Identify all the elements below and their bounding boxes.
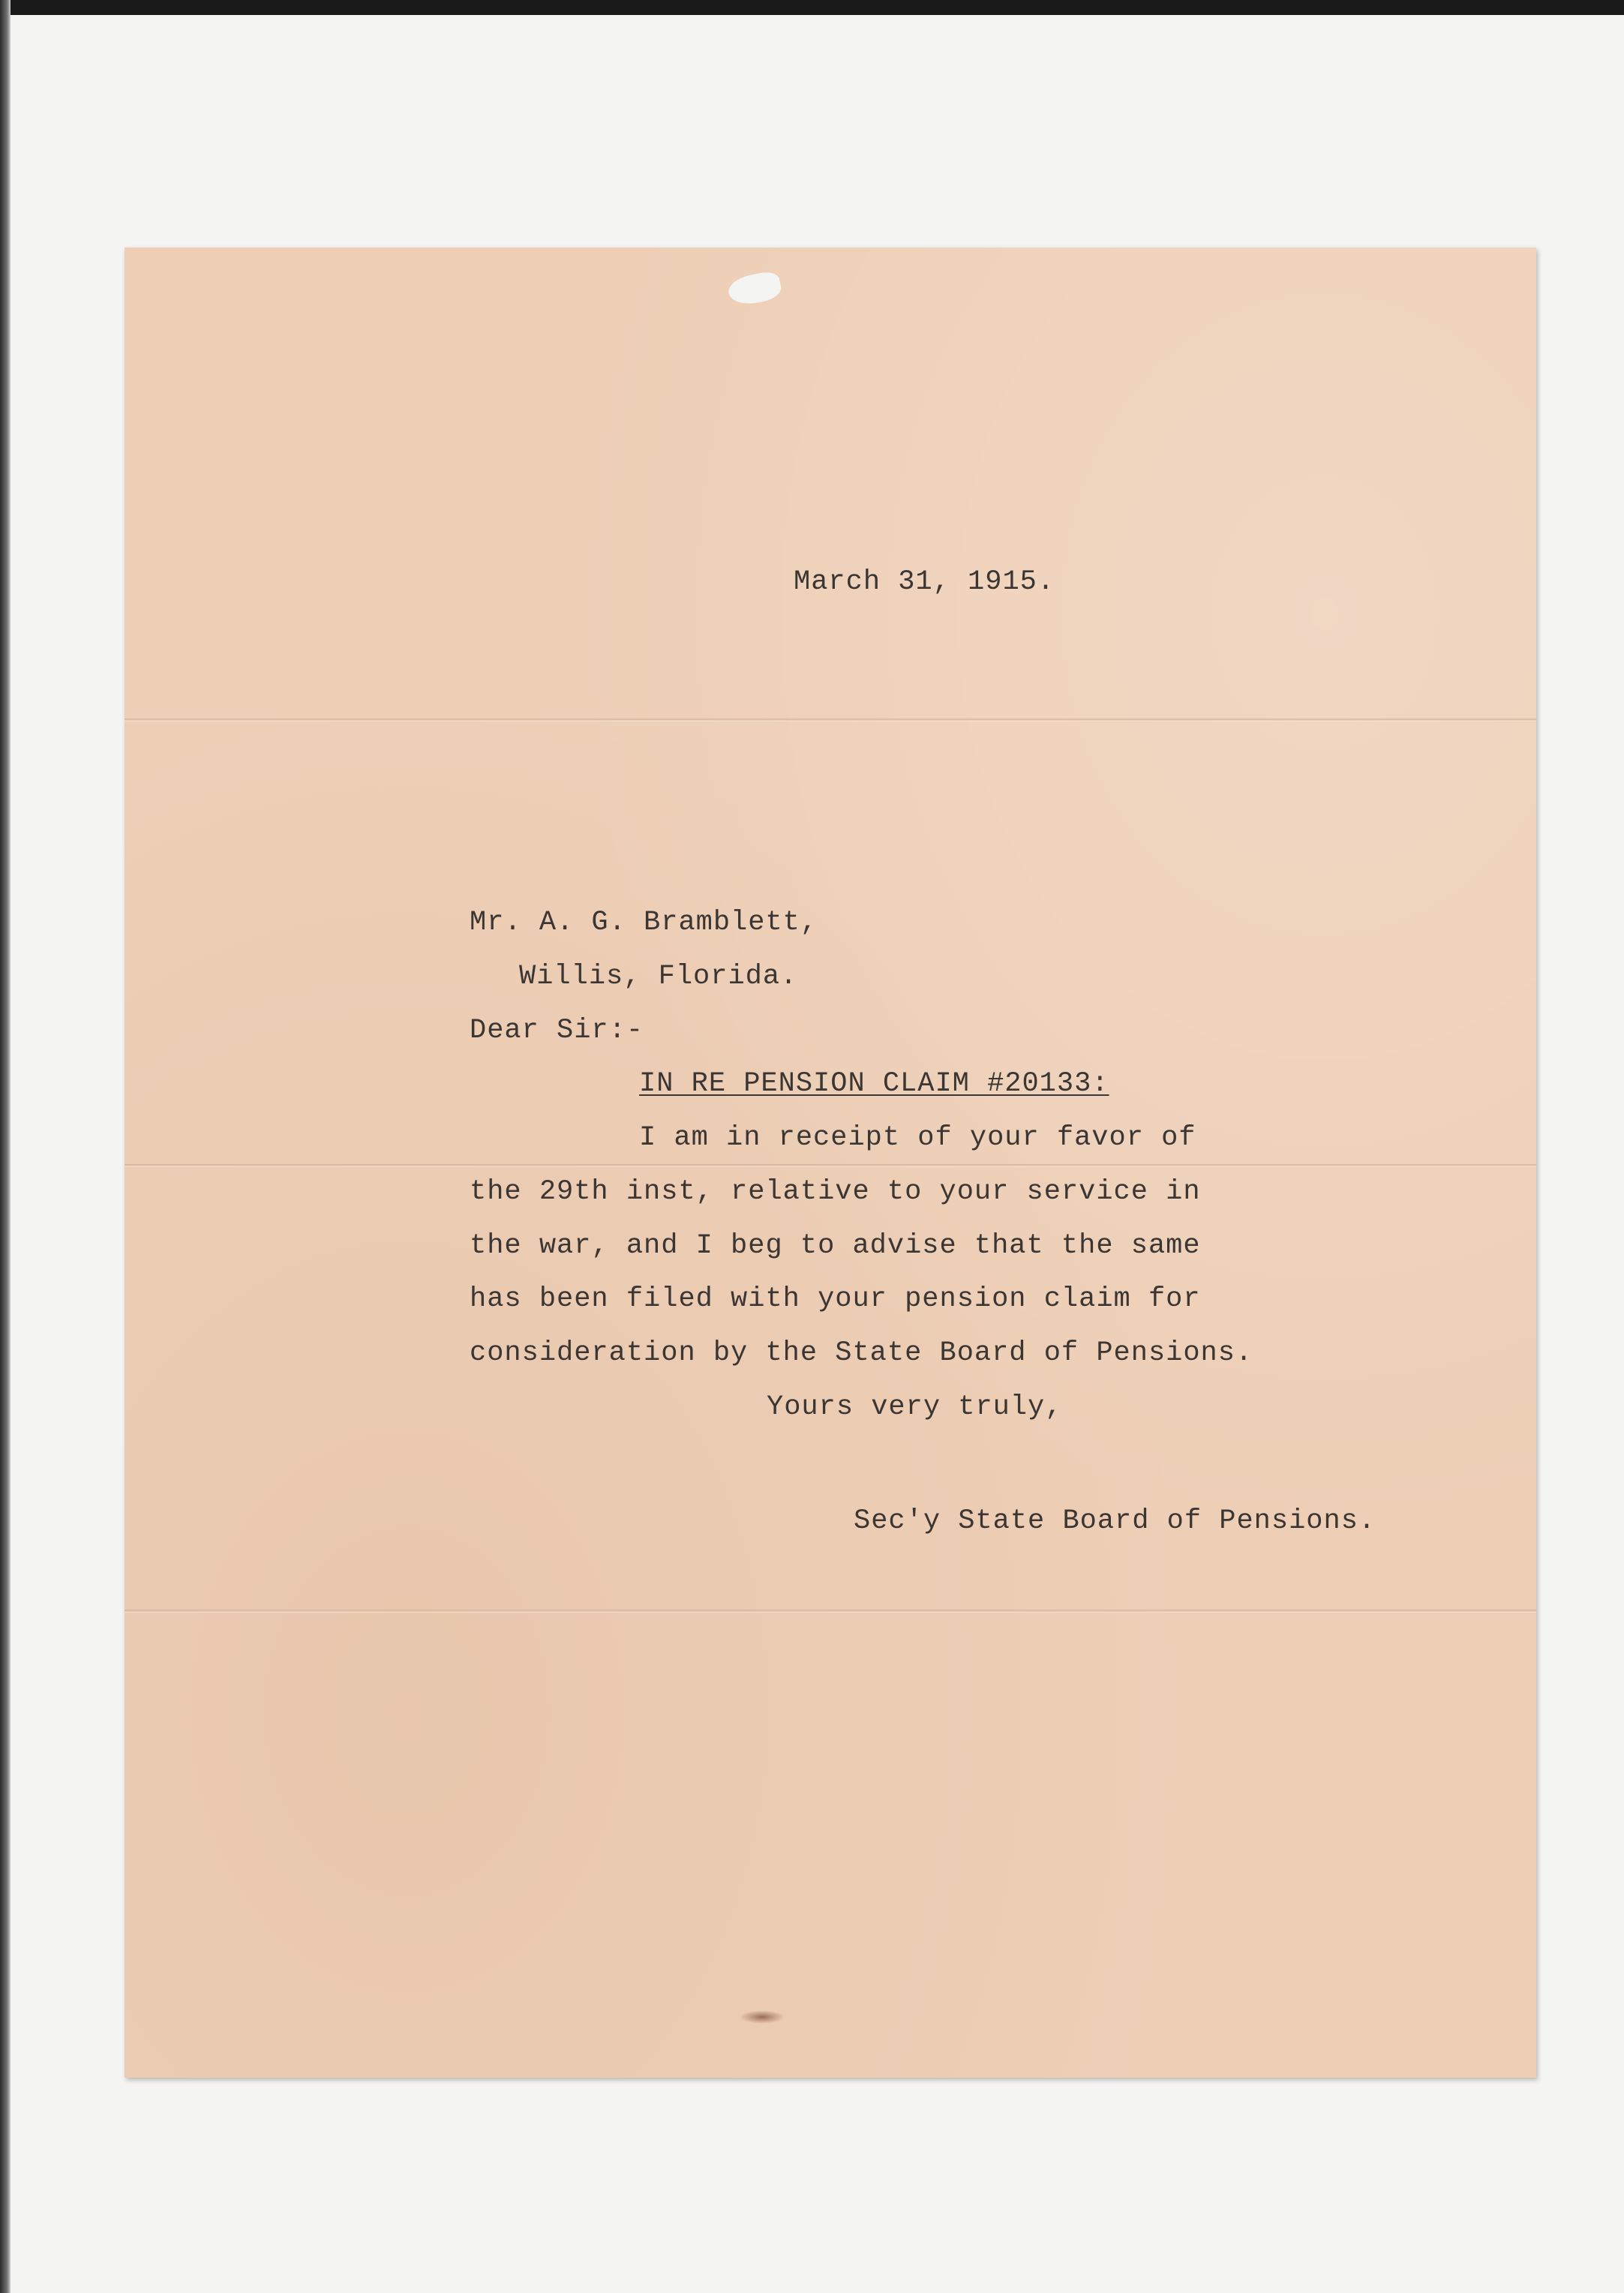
scan-left-border xyxy=(0,0,11,2293)
subject-line: IN RE PENSION CLAIM #20133: xyxy=(639,1068,1109,1100)
body-line: has been filed with your pension claim for xyxy=(470,1283,1201,1315)
paper-fold-line xyxy=(125,1164,1536,1167)
closing: Yours very truly, xyxy=(767,1391,1063,1423)
body-line: I am in receipt of your favor of xyxy=(639,1122,1196,1154)
letter-page xyxy=(125,248,1536,2078)
recipient-location: Willis, Florida. xyxy=(519,961,798,992)
body-line: the 29th inst, relative to your service in xyxy=(470,1176,1201,1208)
ink-smudge xyxy=(740,2010,785,2024)
paper-fold-line xyxy=(125,1610,1536,1613)
salutation: Dear Sir:- xyxy=(470,1015,644,1046)
paper-tear xyxy=(726,269,783,308)
letter-date: March 31, 1915. xyxy=(794,566,1055,598)
signature-title: Sec'y State Board of Pensions. xyxy=(854,1505,1376,1537)
body-line: consideration by the State Board of Pensions. xyxy=(470,1337,1253,1369)
scan-top-border xyxy=(0,0,1624,15)
recipient-name: Mr. A. G. Bramblett, xyxy=(470,907,818,938)
body-line: the war, and I beg to advise that the same xyxy=(470,1230,1201,1262)
paper-fold-line xyxy=(125,719,1536,722)
